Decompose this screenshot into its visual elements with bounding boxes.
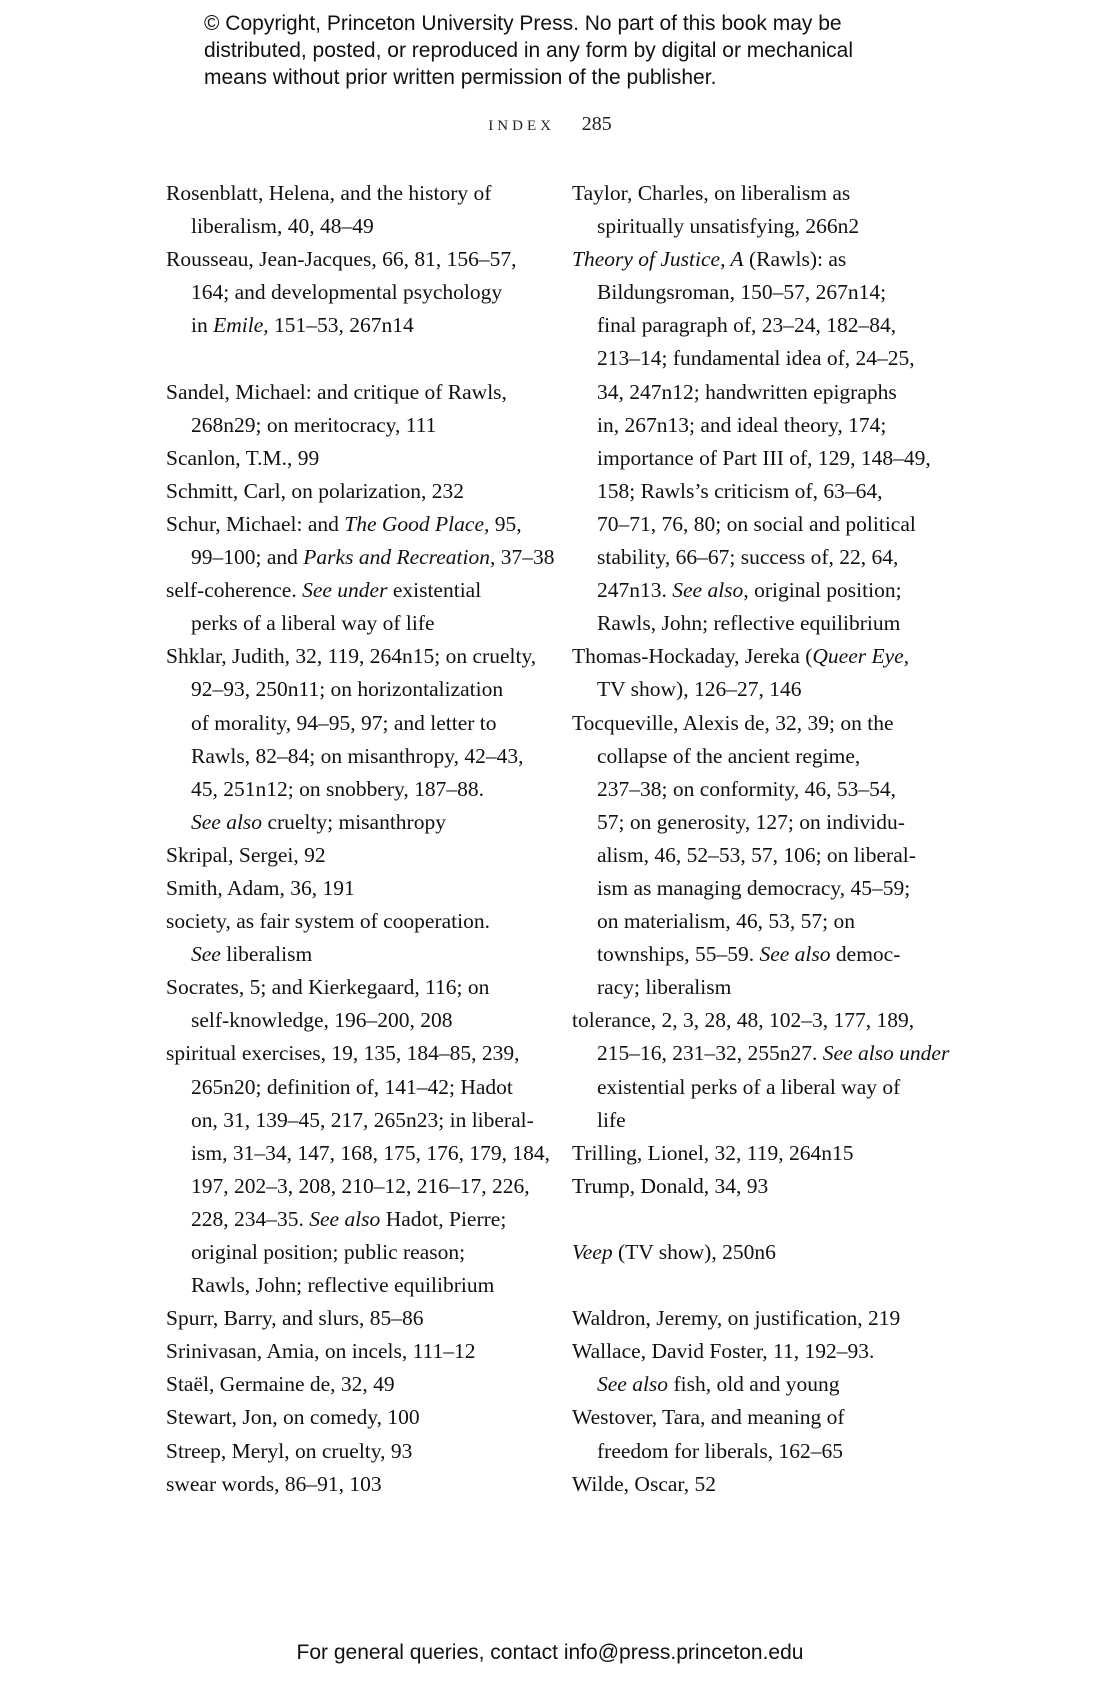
index-entry: Smith, Adam, 36, 191 — [166, 875, 355, 900]
index-entry-continuation: importance of Part III of, 129, 148–49, — [597, 445, 931, 470]
index-entry-continuation: stability, 66–67; success of, 22, 64, — [597, 545, 899, 570]
entry-gap — [572, 1269, 944, 1302]
index-entry-continuation: of morality, 94–95, 97; and letter to — [191, 710, 497, 735]
index-entry-continuation: Rawls, 82–84; on misanthropy, 42–43, — [191, 743, 524, 768]
copyright-line: © Copyright, Princeton University Press. No part of this book may be — [204, 12, 842, 35]
index-entry: Waldron, Jeremy, on justification, 219 — [572, 1306, 901, 1331]
index-entry: Spurr, Barry, and slurs, 85–86 — [166, 1306, 424, 1331]
index-entry: Rosenblatt, Helena, and the history of — [166, 181, 492, 205]
index-entry-continuation: self-knowledge, 196–200, 208 — [191, 1008, 453, 1033]
index-entry: Westover, Tara, and meaning of — [572, 1405, 845, 1430]
index-entry-continuation: in, 267n13; and ideal theory, 174; — [597, 412, 887, 437]
index-entry-continuation: 45, 251n12; on snobbery, 187–88. — [191, 776, 485, 801]
index-entry-continuation: 99–100; and Parks and Recreation, 37–38 — [191, 545, 555, 570]
index-entry-continuation: alism, 46, 52–53, 57, 106; on liberal- — [597, 842, 916, 867]
index-entry: Shklar, Judith, 32, 119, 264n15; on cruelty, — [166, 644, 537, 669]
index-entry-continuation: existential perks of a liberal way of — [597, 1074, 901, 1099]
index-entry-continuation: See also fish, old and young — [597, 1372, 840, 1397]
index-entry: swear words, 86–91, 103 — [166, 1471, 382, 1496]
index-entry-continuation: 237–38; on conformity, 46, 53–54, — [597, 776, 896, 801]
index-entry: spiritual exercises, 19, 135, 184–85, 239, — [166, 1041, 520, 1066]
entry-gap — [572, 1203, 944, 1236]
index-entry: Stewart, Jon, on comedy, 100 — [166, 1405, 420, 1430]
index-entry: Trilling, Lionel, 32, 119, 264n15 — [572, 1140, 854, 1165]
index-entry-continuation: spiritually unsatisfying, 266n2 — [597, 214, 860, 239]
index-entry-continuation: 247n13. See also, original position; — [597, 578, 902, 603]
index-entry: Schmitt, Carl, on polarization, 232 — [166, 478, 464, 503]
index-entry-continuation: freedom for liberals, 162–65 — [597, 1438, 843, 1463]
index-entry-continuation: TV show), 126–27, 146 — [597, 677, 802, 702]
index-entry-continuation: 164; and developmental psychology — [191, 280, 503, 305]
index-entry-continuation: 57; on generosity, 127; on individu- — [597, 809, 905, 834]
index-entry-continuation: 268n29; on meritocracy, 111 — [191, 412, 437, 437]
index-entry-continuation: 197, 202–3, 208, 210–12, 216–17, 226, — [191, 1173, 530, 1198]
index-entry-continuation: 158; Rawls’s criticism of, 63–64, — [597, 478, 883, 503]
copyright-line: distributed, posted, or reproduced in any form by digital or mechanical — [204, 39, 854, 62]
entry-gap — [166, 342, 538, 375]
index-entry-continuation: See liberalism — [191, 942, 313, 967]
index-entry: Veep (TV show), 250n6 — [572, 1240, 776, 1264]
index-entry-continuation: Rawls, John; reflective equilibrium — [191, 1273, 495, 1298]
index-entry-continuation: racy; liberalism — [597, 975, 732, 1000]
copyright-notice — [204, 10, 924, 91]
index-entry: tolerance, 2, 3, 28, 48, 102–3, 177, 189, — [572, 1008, 915, 1033]
index-entry: Schur, Michael: and The Good Place, 95, — [166, 511, 522, 536]
index-entry-continuation: Rawls, John; reflective equilibrium — [597, 611, 901, 636]
index-entry-continuation: 265n20; definition of, 141–42; Hadot — [191, 1074, 513, 1099]
index-entry-continuation: ism as managing democracy, 45–59; — [597, 875, 911, 900]
index-entry-continuation: See also cruelty; misanthropy — [191, 809, 446, 834]
running-head — [0, 113, 1100, 136]
index-entry-continuation: 70–71, 76, 80; on social and political — [597, 511, 916, 536]
index-entry: Scanlon, T.M., 99 — [166, 445, 320, 470]
index-entry: Wilde, Oscar, 52 — [572, 1471, 716, 1496]
index-entry-continuation: in Emile, 151–53, 267n14 — [191, 313, 414, 338]
index-entry: Skripal, Sergei, 92 — [166, 842, 326, 867]
index-entry-continuation: ism, 31–34, 147, 168, 175, 176, 179, 184, — [191, 1140, 550, 1165]
index-entry-continuation: final paragraph of, 23–24, 182–84, — [597, 313, 897, 338]
index-entry-continuation: original position; public reason; — [191, 1240, 466, 1264]
index-entry: Taylor, Charles, on liberalism as — [572, 181, 851, 205]
index-entry: society, as fair system of cooperation. — [166, 909, 490, 934]
index-entry: Sandel, Michael: and critique of Rawls, — [166, 379, 507, 404]
index-entry: Staël, Germaine de, 32, 49 — [166, 1372, 395, 1397]
index-entry: Tocqueville, Alexis de, 32, 39; on the — [572, 710, 894, 735]
index-entry: Rousseau, Jean-Jacques, 66, 81, 156–57, — [166, 247, 517, 272]
index-entry-continuation: on, 31, 139–45, 217, 265n23; in liberal- — [191, 1107, 534, 1132]
index-entry: Wallace, David Foster, 11, 192–93. — [572, 1339, 875, 1364]
index-column-right — [572, 177, 950, 1501]
index-entry: Socrates, 5; and Kierkegaard, 116; on — [166, 975, 490, 1000]
index-entry-continuation: Bildungsroman, 150–57, 267n14; — [597, 280, 887, 305]
copyright-line: means without prior written permission of the publisher. — [204, 66, 717, 89]
index-entry-continuation: 228, 234–35. See also Hadot, Pierre; — [191, 1206, 507, 1231]
index-entry-continuation: 215–16, 231–32, 255n27. See also under — [597, 1041, 950, 1066]
page-number: 285 — [581, 113, 612, 135]
index-entry-continuation: 92–93, 250n11; on horizontalization — [191, 677, 504, 702]
index-entry-continuation: collapse of the ancient regime, — [597, 743, 861, 768]
index-entry-continuation: 34, 247n12; handwritten epigraphs — [597, 379, 897, 404]
index-entry-continuation: life — [597, 1107, 626, 1132]
index-entry: Thomas-Hockaday, Jereka (Queer Eye, — [572, 644, 910, 669]
index-entry: self-coherence. See under existential — [166, 578, 482, 603]
index-entry: Trump, Donald, 34, 93 — [572, 1173, 769, 1198]
index-entry: Srinivasan, Amia, on incels, 111–12 — [166, 1339, 476, 1364]
index-entry-continuation: perks of a liberal way of life — [191, 611, 435, 636]
index-entry-continuation: 213–14; fundamental idea of, 24–25, — [597, 346, 915, 371]
index-entry: Streep, Meryl, on cruelty, 93 — [166, 1438, 413, 1463]
index-entry-continuation: townships, 55–59. See also democ- — [597, 942, 901, 967]
footer-contact: For general queries, contact info@press.princeton.edu — [296, 1641, 804, 1664]
index-entry-continuation: on materialism, 46, 53, 57; on — [597, 909, 855, 934]
running-head-label: INDEX — [488, 118, 555, 134]
index-column-left — [166, 177, 555, 1501]
index-entry-continuation: liberalism, 40, 48–49 — [191, 214, 374, 239]
index-entry: Theory of Justice, A (Rawls): as — [572, 247, 847, 272]
